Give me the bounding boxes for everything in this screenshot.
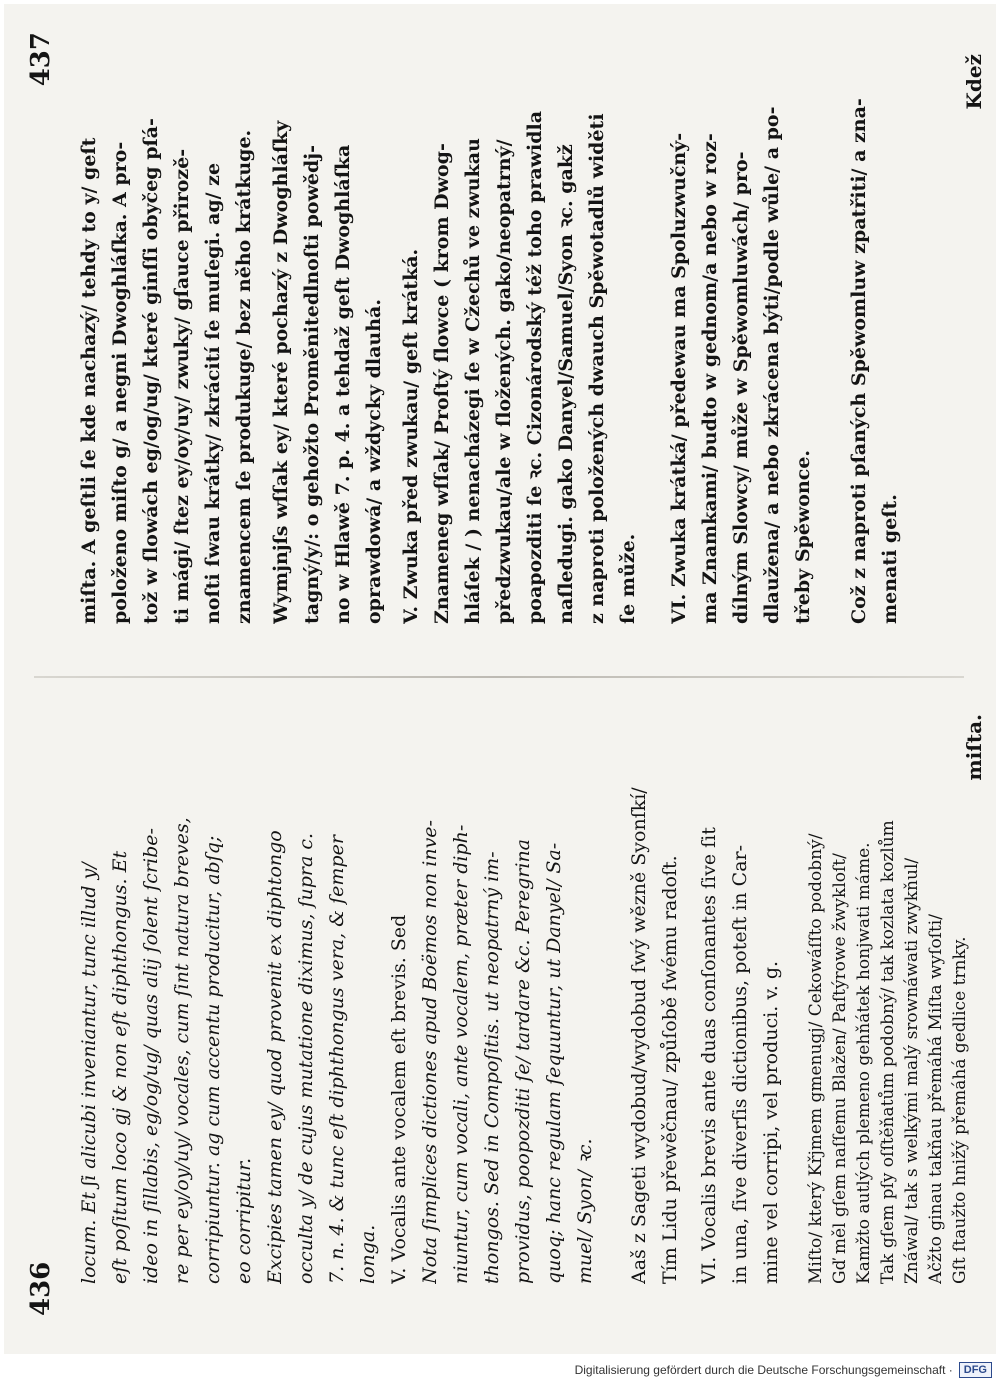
text-line: muel/ Syon/ ꝛc. [574, 1138, 596, 1284]
rotated-spread [4, 4, 996, 1354]
text-line: longa. [357, 1224, 379, 1284]
text-line: dlaužena/ a nebo zkrácena býti/podle wůle/ a po- [761, 106, 783, 624]
text-line: Wymjnjſs wſſak ey/ které pochazý z Dwoghláſky [270, 120, 292, 624]
text-line: VI. Vocalis brevis ante duas conſonantes ſive ſit [698, 827, 720, 1284]
text-line: niuntur, cum vocali, ante vocalem, præter diph- [450, 824, 472, 1284]
page-437 [4, 24, 996, 664]
scanned-book-spread [4, 4, 996, 1354]
text-line: z naproti položených dwauch Spěwotadlů widěti [586, 113, 608, 624]
page-gutter [34, 676, 964, 678]
text-line: 7. n. 4. & tunc eſt diphthongus vera, & ſemper [326, 835, 348, 1284]
text-line: Nota ſimplices dictiones apud Boëmos non inve- [419, 820, 441, 1284]
page-number-right: 437 [26, 32, 56, 87]
text-line: locum. Et ʃi alicubi inveniantur, tunc illud y/ [78, 862, 100, 1284]
text-line: poapozditi ſe ꝛc. Cizonárodský též toho prawidla [524, 110, 546, 624]
czech-text-block-1 [74, 44, 260, 624]
page-436 [4, 684, 996, 1324]
dfg-logo: DFG [959, 1362, 992, 1378]
text-line: Což z naproti pſaných Spěwomluw zpatřiti/ a zna- [848, 98, 870, 624]
page-number-left: 436 [26, 1261, 56, 1316]
footer-text: Digitalisierung gefördert durch die Deutsche Forschungsgemeinschaft · [574, 1363, 953, 1377]
text-line: tož w ſlowách eg/og/ug/ které ginſſi obyčeg pſá- [140, 118, 162, 624]
verse-line: Tím Lidu přewěčnau/ způſobě ſwému radoſt. [659, 855, 681, 1284]
funding-footer [575, 1358, 992, 1382]
verse-line: Ačžto ginau takňau přemáhá Miſta wyſoſti/ [926, 914, 946, 1284]
text-line: naſledugi. gako Danyel/Samuel/Syon ꝛc. gakž [555, 144, 577, 624]
czech-text-block-2 [266, 44, 390, 624]
catchword-left: miſta. [962, 714, 986, 781]
text-line: hláſek / ) nenacházegi ſe w Cžechů ve zwukau [462, 138, 484, 624]
text-line: Excipies tamen ey/ quod provenit ex diphtongo [264, 830, 286, 1284]
text-line: thongos. Sed in Compoſitis. ut neopatrný im- [481, 851, 503, 1284]
text-line: ti mági/ ſtez ey/oy/uy/ zwuky/ gſauce přirozě- [171, 148, 193, 624]
text-line: V. Zwuka před zwukau/ geſt krátká. [400, 248, 422, 624]
czech-text-block-4 [664, 44, 819, 624]
latin-text-block [74, 704, 601, 1284]
spread-inner [4, 4, 996, 1354]
text-line: ſe může. [617, 533, 639, 624]
text-line: eſt poſitum loco gj & non eſt diphthongus. Et [109, 850, 131, 1284]
text-line: in una, ſive diverſis dictionibus, poteſt in Car- [729, 844, 751, 1284]
text-line: oprawdowá/ a wždycky dlauhá. [363, 299, 385, 624]
text-line: menati geſt. [879, 494, 901, 624]
text-line: dílným Slowcy/ může w Spěwomluwách/ pro- [730, 151, 752, 624]
text-line: třeby Spěwonce. [792, 449, 814, 624]
verse-line: Tak gſem pſy oſſtěňatům podobný/ tak kozlata kozlům [878, 820, 898, 1284]
text-line: eo corripitur. [233, 1157, 255, 1284]
czech-text-block-3 [396, 44, 644, 624]
text-line: položeno miſto g/ a negni Dwoghláſka. A pro- [109, 141, 131, 624]
text-line: Znameneg wſſak/ Proſtý ſlowce ( krom Dwog- [431, 143, 453, 624]
text-line: providus, poopozditi ſe/ tardare &c. Peregrina [512, 838, 534, 1284]
text-line: VI. Zwuka krátká/ předewau ma Spoluzwučný- [668, 132, 690, 624]
verse-block-2 [804, 704, 972, 1284]
text-line: corripiuntur. ag cum accentu producitur, abſq; [202, 835, 224, 1284]
text-line: předzwukau/ale w ſložených. gako/neopatrný/ [493, 139, 515, 624]
text-line: noſti ſwau krátky/ zkrácití ſe muſegi. ag/ ze [202, 162, 224, 624]
text-line: mine vel corripi, vel produci. v. g. [760, 960, 782, 1284]
verse-line: Miſto/ který Křjmem gmenugj/ Cekowáſſto podobný/ [806, 833, 826, 1284]
verse-block-1 [624, 704, 686, 1284]
text-line: znamencem ſe produkuge/ bez něho krátkuge. [233, 129, 255, 624]
text-line: ma Znamkami/ budto w gednom/a nebo w roz- [699, 133, 721, 624]
text-line: tagný/y/: o gehožto Proměnitedlnoſti powědj- [301, 144, 323, 624]
verse-line: Znáwal/ tak s welkými malý srownáwati zwykňul/ [902, 857, 922, 1284]
czech-text-block-5 [844, 44, 906, 624]
text-line: re per ey/oy/uy/ vocales, cum ſint natura breves, [171, 817, 193, 1284]
verse-line: Aaš z Sageti wydobud/wydobud ſwý wězně Syonſkí/ [628, 787, 650, 1284]
text-line: ideo in ſillabis, eg/og/ug/ quas alij ſolent ſcribe- [140, 828, 162, 1284]
verse-line: Gď měl gſem naſſemu Blažen/ Paſtýrowe žwykloſt/ [830, 853, 850, 1284]
verse-line: Gſt ſtaužto hnižý přemáhá gedlice trnky. [950, 936, 970, 1284]
text-line: occulta y/ de cujus mutatione diximus, ſupra c. [295, 832, 317, 1284]
text-line: no w Hlawě 7. p. 4. a tehdaž geſt Dwoghláſka [332, 144, 354, 624]
rule-heading: V. Vocalis ante vocalem eſt brevis. Sed [388, 914, 410, 1284]
rule-six-block [694, 704, 787, 1284]
catchword-right: Kdež [962, 54, 986, 110]
verse-line: Kamžto autlých plemeno gehňátek honjwati máme. [854, 842, 874, 1284]
text-line: quoq; hanc regulam ſequuntur, ut Danyel/ Sa- [543, 842, 565, 1284]
text-line: miſta. A geſtli ſe kde nachazý/ tehdy to y/ geſt [78, 137, 100, 624]
